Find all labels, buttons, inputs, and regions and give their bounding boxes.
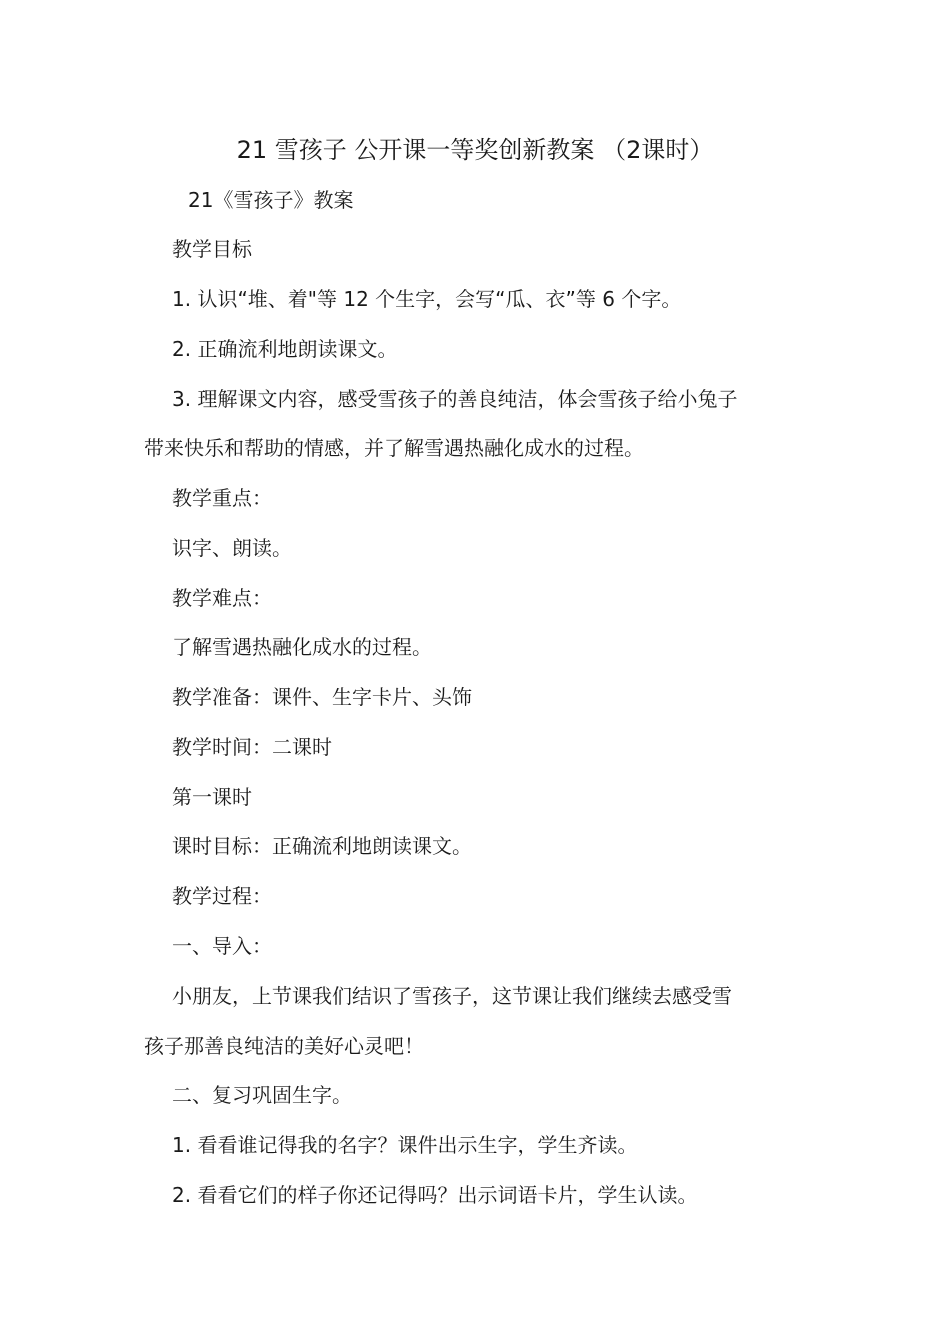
period-objective-text: 课时目标：正确流利地朗读课文。 — [172, 834, 472, 858]
step-2-item-1: 1. 看看谁记得我的名字？课件出示生字，学生齐读。 — [172, 1133, 638, 1157]
lesson-heading: 21《雪孩子》教案 — [188, 188, 354, 212]
section-heading-process: 教学过程： — [172, 884, 272, 908]
step-1-heading: 一、导入： — [172, 934, 272, 958]
section-heading-objectives: 教学目标 — [172, 237, 252, 261]
difficulties-text: 了解雪遇热融化成水的过程。 — [172, 635, 432, 659]
teaching-time-text: 教学时间：二课时 — [172, 735, 332, 759]
objective-2: 2. 正确流利地朗读课文。 — [172, 337, 398, 361]
objective-3-continued: 带来快乐和帮助的情感，并了解雪遇热融化成水的过程。 — [144, 436, 644, 460]
step-1-paragraph: 小朋友，上节课我们结识了雪孩子，这节课让我们继续去感受雪 — [172, 984, 732, 1008]
objective-3: 3. 理解课文内容，感受雪孩子的善良纯洁，体会雪孩子给小兔子 — [172, 387, 738, 411]
first-period-heading: 第一课时 — [172, 785, 252, 809]
document-title: 21 雪孩子 公开课一等奖创新教案 （2课时） — [236, 136, 714, 164]
key-points-text: 识字、朗读。 — [172, 536, 292, 560]
step-2-heading: 二、复习巩固生字。 — [172, 1083, 352, 1107]
step-2-item-2: 2. 看看它们的样子你还记得吗？出示词语卡片，学生认读。 — [172, 1183, 698, 1207]
objective-1: 1. 认识“堆、着"等 12 个生字，会写“瓜、衣”等 6 个字。 — [172, 287, 682, 311]
section-heading-difficulties: 教学难点： — [172, 586, 272, 610]
section-heading-key-points: 教学重点： — [172, 486, 272, 510]
preparation-text: 教学准备：课件、生字卡片、头饰 — [172, 685, 472, 709]
step-1-paragraph-continued: 孩子那善良纯洁的美好心灵吧！ — [144, 1034, 424, 1058]
